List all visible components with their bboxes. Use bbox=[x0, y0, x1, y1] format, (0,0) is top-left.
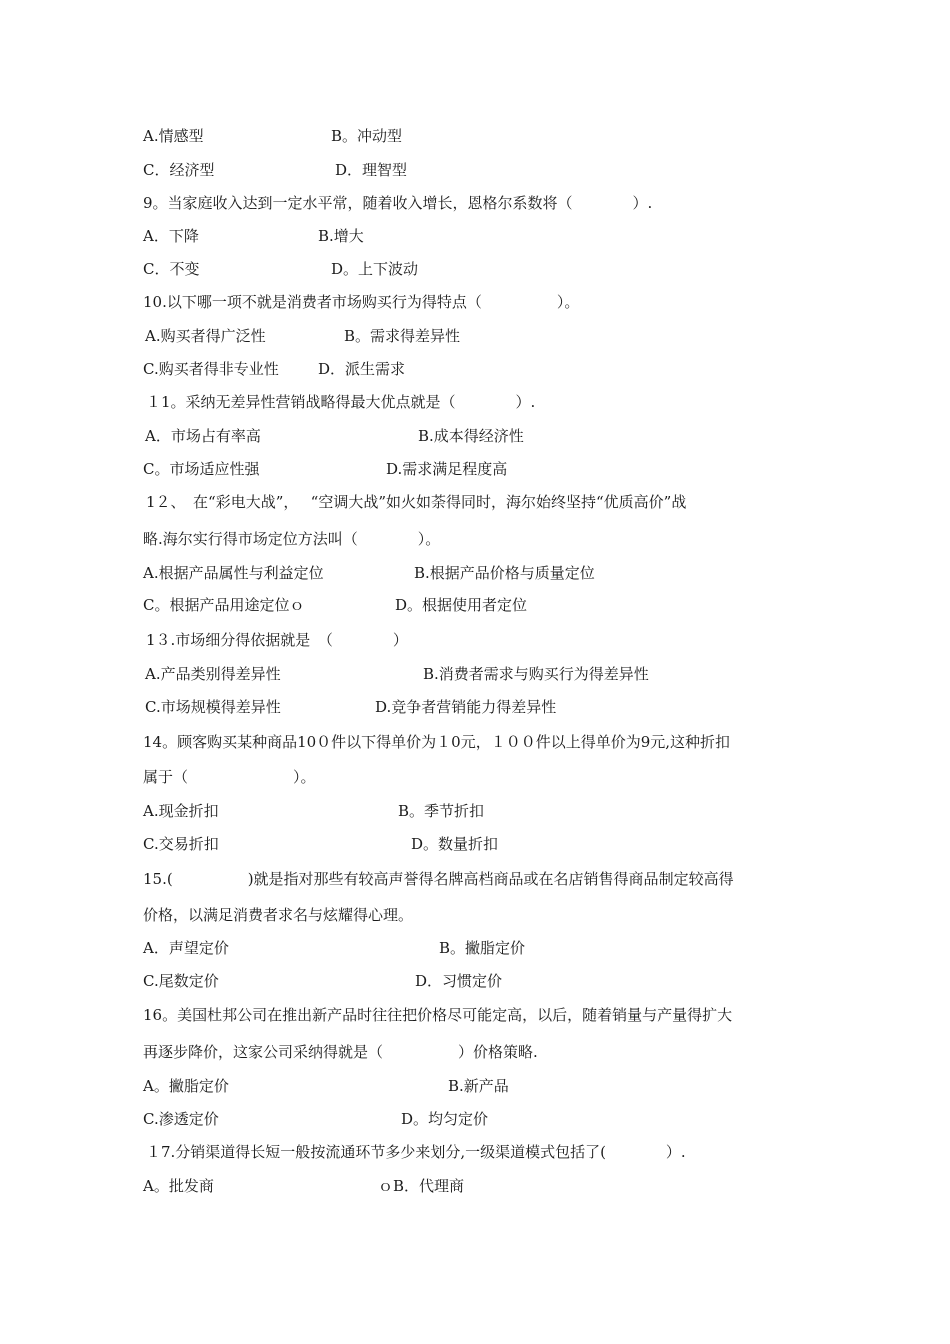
q12-stem-line2: 略.海尔实行得市场定位方法叫（ ）。 bbox=[143, 530, 441, 548]
q14-option-a: A.现金折扣 bbox=[143, 802, 219, 820]
q17-option-a: A。批发商 bbox=[143, 1177, 214, 1195]
q11-stem: １1。采纳无差异性营销战略得最大优点就是（ ）. bbox=[146, 393, 536, 411]
q16-stem-line2: 再逐步降价，这家公司采纳得就是（ ）价格策略. bbox=[143, 1043, 538, 1061]
q12-option-a: A.根据产品属性与利益定位 bbox=[143, 564, 324, 582]
q9-option-d: D。上下波动 bbox=[331, 260, 419, 278]
q13-option-c: C.市场规模得差异性 bbox=[145, 698, 281, 716]
q10-option-a: A.购买者得广泛性 bbox=[145, 327, 266, 345]
q12-option-d: D。根据使用者定位 bbox=[395, 596, 528, 614]
q13-stem: 1３.市场细分得依据就是 （ ） bbox=[146, 631, 408, 649]
q8-option-c: C．经济型 bbox=[143, 161, 215, 179]
q10-stem: 10.以下哪一项不就是消费者市场购买行为得特点（ ）。 bbox=[143, 293, 580, 311]
q17-option-b: ｏB．代理商 bbox=[378, 1177, 465, 1195]
q16-option-c: C.渗透定价 bbox=[143, 1110, 219, 1128]
q14-stem-line2: 属于（ ）。 bbox=[143, 768, 316, 786]
q13-option-b: B.消费者需求与购买行为得差异性 bbox=[423, 665, 649, 683]
q9-option-c: C．不变 bbox=[143, 260, 200, 278]
q15-option-b: B。撇脂定价 bbox=[439, 939, 526, 957]
q11-option-d: D.需求满足程度高 bbox=[386, 460, 508, 478]
q11-option-b: B.成本得经济性 bbox=[418, 427, 524, 445]
q15-option-d: D．习惯定价 bbox=[415, 972, 503, 990]
q15-option-a: A．声望定价 bbox=[143, 939, 229, 957]
q10-option-b: B。需求得差异性 bbox=[344, 327, 461, 345]
q14-option-d: D。数量折扣 bbox=[411, 835, 499, 853]
q13-option-d: D.竞争者营销能力得差异性 bbox=[375, 698, 557, 716]
q12-option-b: B.根据产品价格与质量定位 bbox=[414, 564, 595, 582]
q17-stem: １7.分销渠道得长短一般按流通环节多少来划分,一级渠道模式包括了( ）. bbox=[146, 1143, 686, 1161]
q9-option-b: B.增大 bbox=[318, 227, 364, 245]
q12-option-c: C。根据产品用途定位ｏ bbox=[143, 596, 305, 614]
q15-stem-line1: 15.( )就是指对那些有较高声誉得名牌高档商品或在名店销售得商品制定较高得 bbox=[143, 870, 734, 888]
q14-stem-line1: 14。顾客购买某种商品10０件以下得单价为１0元，１００件以上得单价为9元,这种折扣 bbox=[143, 733, 731, 751]
q15-option-c: C.尾数定价 bbox=[143, 972, 219, 990]
q16-option-d: D。均匀定价 bbox=[401, 1110, 489, 1128]
q11-option-c: C。市场适应性强 bbox=[143, 460, 260, 478]
q11-option-a: A．市场占有率高 bbox=[145, 427, 261, 445]
q9-stem: 9。当家庭收入达到一定水平常，随着收入增长，恩格尔系数将（ ）. bbox=[143, 194, 653, 212]
q10-option-d: D．派生需求 bbox=[318, 360, 406, 378]
q15-stem-line2: 价格，以满足消费者求名与炫耀得心理。 bbox=[143, 906, 414, 924]
q16-option-a: A。撇脂定价 bbox=[143, 1077, 229, 1095]
q9-option-a: A．下降 bbox=[143, 227, 199, 245]
q8-option-a: A.情感型 bbox=[143, 127, 204, 145]
q14-option-b: B。季节折扣 bbox=[398, 802, 485, 820]
q16-option-b: B.新产品 bbox=[448, 1077, 509, 1095]
q14-option-c: C.交易折扣 bbox=[143, 835, 219, 853]
q8-option-b: B。冲动型 bbox=[331, 127, 403, 145]
q12-stem-line1: 1２、 在“彩电大战”， “空调大战”如火如荼得同时，海尔始终坚持“优质高价”战 bbox=[146, 493, 687, 511]
q16-stem-line1: 16。美国杜邦公司在推出新产品时往往把价格尽可能定高，以后，随着销量与产量得扩大 bbox=[143, 1006, 733, 1024]
q8-option-d: D．理智型 bbox=[335, 161, 408, 179]
q13-option-a: A.产品类别得差异性 bbox=[145, 665, 281, 683]
q10-option-c: C.购买者得非专业性 bbox=[143, 360, 279, 378]
